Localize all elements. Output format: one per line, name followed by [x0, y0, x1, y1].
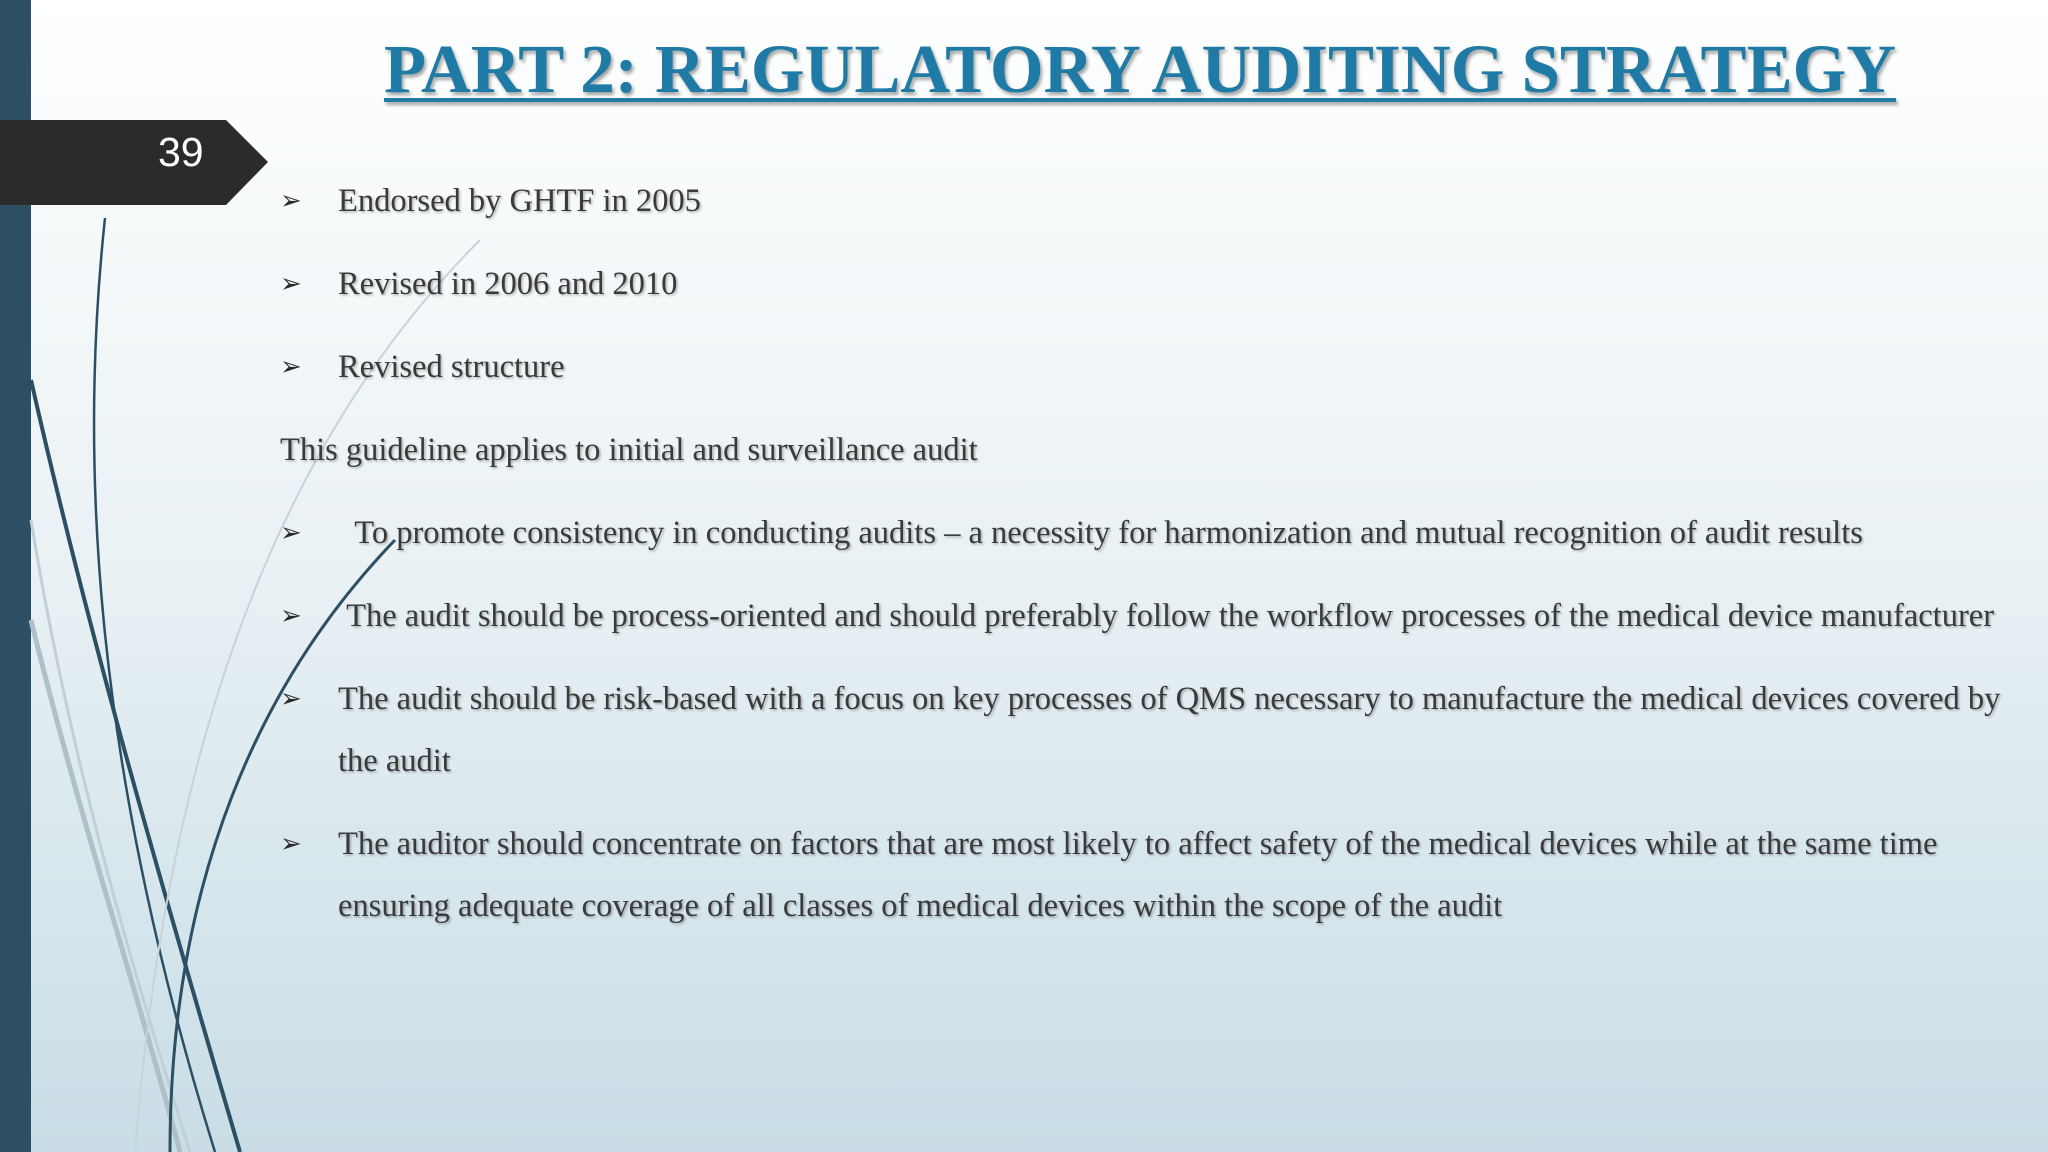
- arrow-right-icon: ➢: [280, 518, 302, 548]
- bullet-text: Revised in 2006 and 2010: [338, 266, 678, 302]
- bullet-text: The auditor should concentrate on factors that are most likely to affect safety of the medical devices while at the same time ensuring adequate coverage of all classes of medical devices within the scope of the audit: [338, 826, 1938, 924]
- bullet-item: [280, 813, 2025, 937]
- bullet-text: To promote consistency in conducting audits – a necessity for harmonization and mutual recognition of audit results: [338, 515, 1863, 551]
- bullet-item: [280, 253, 2025, 315]
- bullet-text: The audit should be process-oriented and should preferably follow the workflow processes of the medical device manufacturer: [338, 598, 1995, 634]
- bullet-item: [280, 668, 2025, 792]
- slide-number: 39: [158, 129, 204, 175]
- arrow-right-icon: ➢: [280, 829, 302, 859]
- bullet-text: Endorsed by GHTF in 2005: [338, 183, 701, 219]
- slide-content: [280, 170, 2025, 958]
- slide-number-tab: [0, 120, 268, 205]
- arrow-right-icon: ➢: [280, 601, 302, 631]
- bullet-item: [280, 585, 2025, 647]
- bullet-text: Revised structure: [338, 349, 565, 385]
- statement-text: This guideline applies to initial and surveillance audit: [280, 432, 978, 468]
- slide-title: PART 2: REGULATORY AUDITING STRATEGY: [384, 31, 1897, 107]
- bullet-item: [280, 170, 2025, 232]
- arrow-right-icon: ➢: [280, 684, 302, 714]
- bullet-item: [280, 336, 2025, 398]
- arrow-right-icon: ➢: [280, 269, 302, 299]
- arrow-right-icon: ➢: [280, 186, 302, 216]
- bullet-text: The audit should be risk-based with a focus on key processes of QMS necessary to manufacture the medical devices covered by the audit: [338, 681, 2001, 779]
- bullet-item: [280, 502, 2025, 564]
- arrow-right-icon: ➢: [280, 352, 302, 382]
